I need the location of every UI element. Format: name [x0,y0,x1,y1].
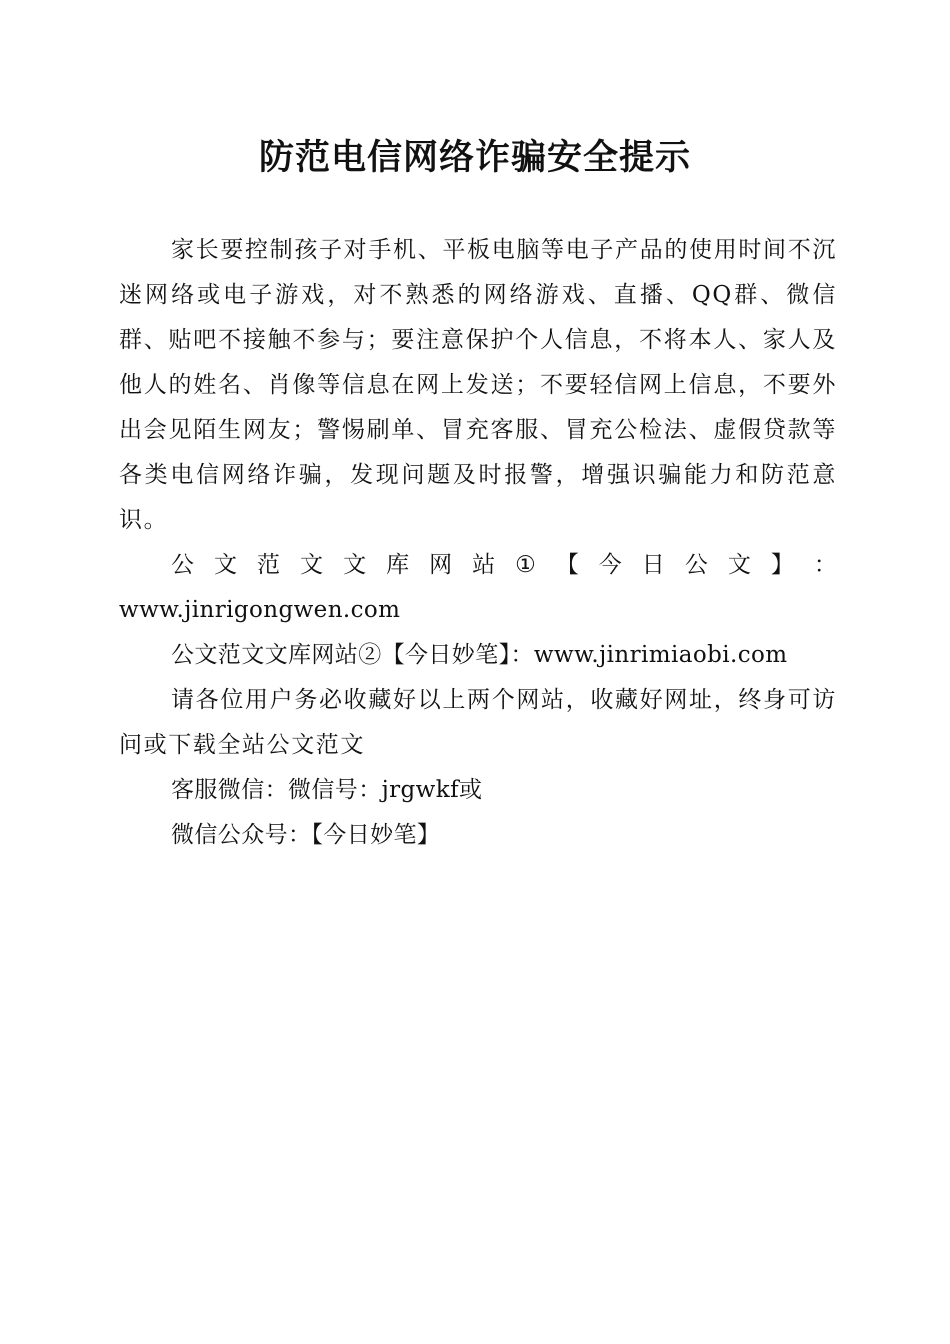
site1-label-char: 文 [214,552,238,578]
site1-label-char: 文 [343,552,367,578]
site1-label-char: 】 [770,552,794,578]
site1-label-char: 日 [641,552,665,578]
public-account-line: 微信公众号：【今日妙笔】 [171,822,441,848]
safety-tips-paragraph: 家长要控制孩子对手机、平板电脑等电子产品的使用时间不沉迷网络或电子游戏，对不熟悉的网络游戏、直播、QQ群、微信群、贴吧不接触不参与；要注意保护个人信息，不将本人、家人及他人的姓名、肖像等信息在网上发送；不要轻信网上信息，不要外出会见陌生网友；警惕刷单、冒充客服、冒充公检法、虚假贷款等各类电信网络诈骗，发现问题及时报警，增强识骗能力和防范意识。 [119,237,837,533]
site1-label-char: 【 [555,552,579,578]
site1-label-char: 网 [429,552,453,578]
site1-label-line [119,543,837,588]
site1-label-char: 文 [300,552,324,578]
site1-label-char: 公 [684,552,708,578]
site1-label-char: 文 [727,552,751,578]
site1-label-char: 今 [598,552,622,578]
site1-url[interactable]: www.jinrigongwen.com [119,597,401,623]
site1-label-char: 公 [171,552,194,578]
site1-label-char: 站 [472,552,496,578]
reminder-paragraph: 请各位用户务必收藏好以上两个网站，收藏好网址，终身可访问或下载全站公文范文 [119,687,837,758]
document-body [119,228,837,858]
site1-label-char: 范 [257,552,281,578]
site1-label-char: ： [813,552,837,578]
document-title: 防范电信网络诈骗安全提示 [258,138,691,178]
service-wechat-line: 客服微信：微信号：jrgwkf或 [171,777,483,803]
site1-label-char: 库 [386,552,410,578]
site1-label-char: ① [515,552,536,578]
site2-line: 公文范文文库网站②【今日妙笔】：www.jinrimiaobi.com [171,642,788,668]
